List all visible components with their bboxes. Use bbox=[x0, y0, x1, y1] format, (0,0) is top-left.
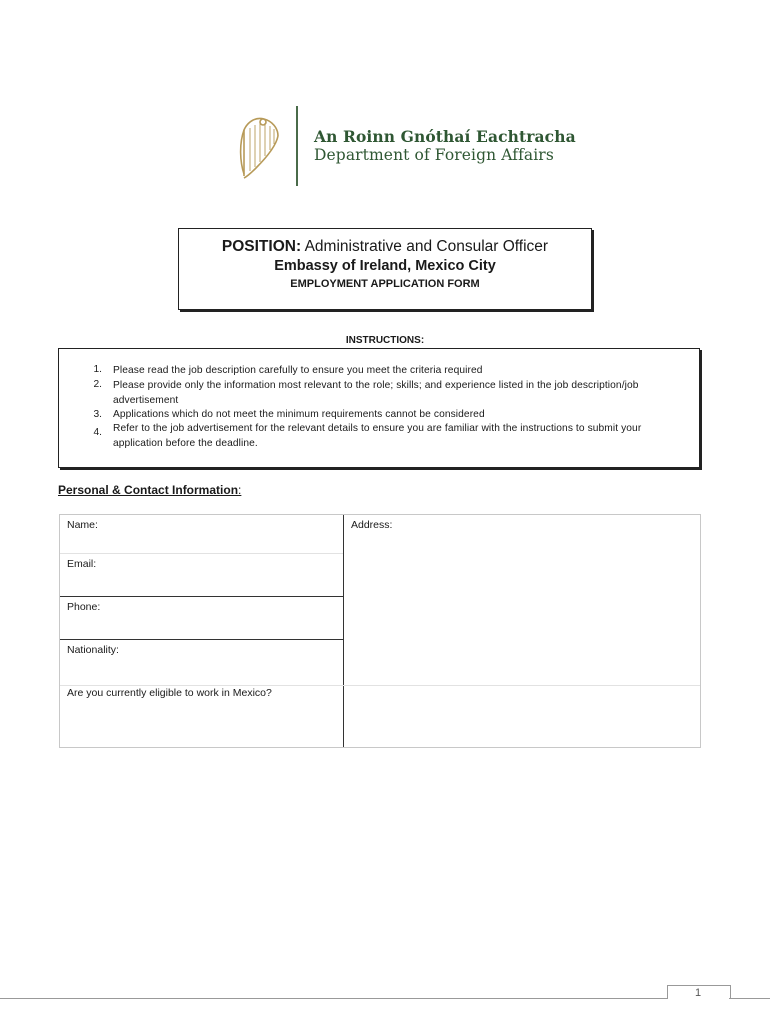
position-label: POSITION: bbox=[221, 238, 302, 255]
instructions-title: INSTRUCTIONS: bbox=[345, 335, 425, 346]
address-field[interactable] bbox=[344, 515, 700, 685]
name-field[interactable] bbox=[60, 515, 343, 553]
address-label: Address: bbox=[351, 519, 393, 531]
logo-divider bbox=[296, 106, 298, 186]
section-heading: Personal & Contact Information: bbox=[58, 483, 242, 497]
page-number: 1 bbox=[694, 987, 702, 999]
nationality-field[interactable] bbox=[60, 640, 343, 685]
department-name-english: Department of Foreign Affairs bbox=[314, 146, 554, 164]
instruction-text: Applications which do not meet the minimum requirements cannot be considered bbox=[113, 409, 485, 420]
email-field[interactable] bbox=[60, 554, 343, 596]
instruction-number: 4. bbox=[93, 427, 102, 438]
instruction-number: 3. bbox=[93, 409, 102, 420]
email-label: Email: bbox=[67, 558, 97, 570]
footer-rule bbox=[0, 998, 668, 999]
position-title: Administrative and Consular Officer bbox=[304, 238, 549, 255]
instruction-text: Please read the job description carefully to ensure you meet the criteria required bbox=[113, 365, 483, 376]
empty-cell[interactable] bbox=[344, 686, 700, 746]
department-name-irish: An Roinn Gnóthaí Eachtracha bbox=[314, 127, 576, 146]
eligibility-label: Are you currently eligible to work in Mexico? bbox=[67, 687, 272, 699]
contact-table bbox=[59, 514, 701, 748]
instructions-box bbox=[58, 348, 700, 468]
position-line bbox=[179, 238, 591, 256]
instruction-text: Please provide only the information most relevant to the role; skills; and experience listed in the job description/job advertisement bbox=[113, 380, 639, 406]
name-label: Name: bbox=[67, 519, 98, 531]
instruction-text: Refer to the job advertisement for the relevant details to ensure you are familiar with the instructions to submit your application before the deadline. bbox=[113, 423, 642, 449]
embassy-name: Embassy of Ireland, Mexico City bbox=[274, 258, 496, 274]
instruction-number: 1. bbox=[93, 364, 102, 375]
phone-label: Phone: bbox=[67, 601, 101, 613]
nationality-label: Nationality: bbox=[67, 644, 119, 656]
eligibility-field[interactable] bbox=[60, 683, 343, 745]
position-box bbox=[178, 228, 592, 310]
harp-icon bbox=[236, 114, 282, 182]
form-name: EMPLOYMENT APPLICATION FORM bbox=[290, 278, 480, 290]
phone-field[interactable] bbox=[60, 597, 343, 639]
instruction-number: 2. bbox=[93, 379, 102, 390]
footer-rule bbox=[729, 998, 770, 999]
